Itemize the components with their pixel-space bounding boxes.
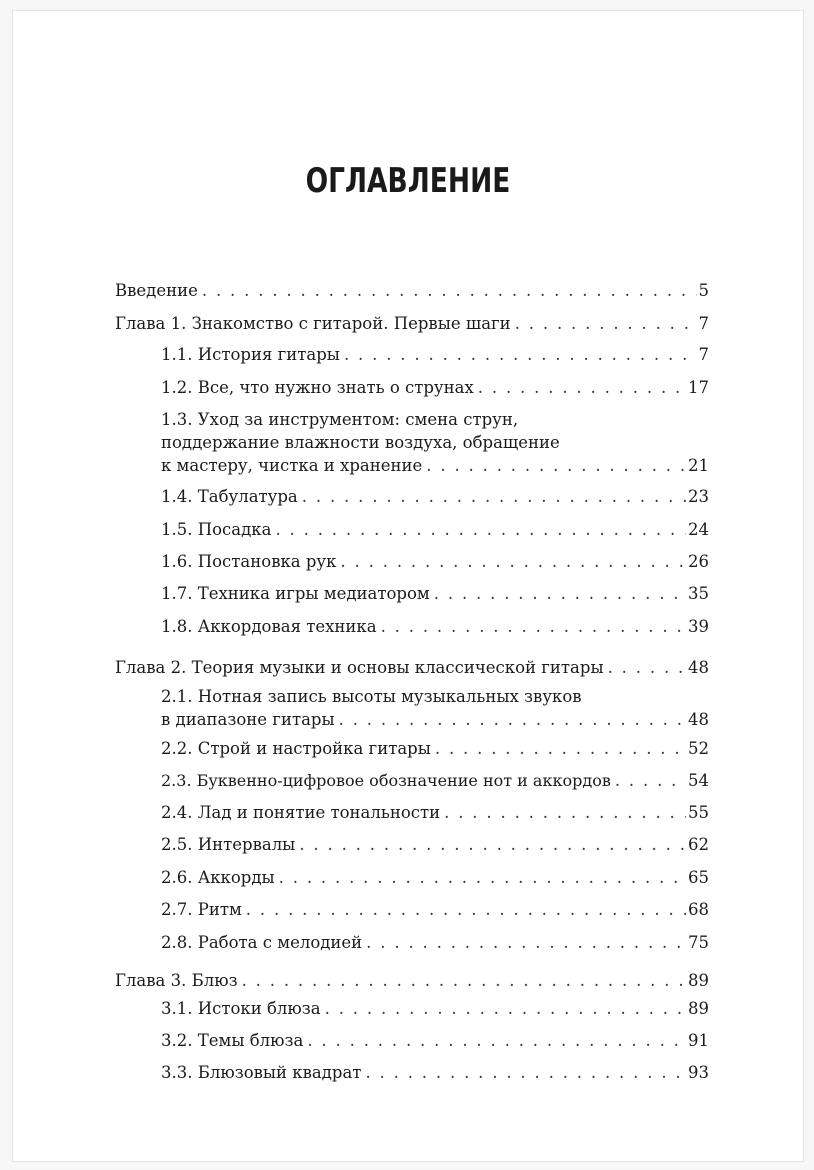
toc-entry-text-line-1: 1.3. Уход за инструментом: смена струн, — [161, 410, 519, 429]
toc-entry-intro — [115, 279, 709, 302]
toc-entry-text: 2.7. Ритм — [161, 900, 242, 919]
toc-page-number: 52 — [688, 739, 709, 758]
toc-entry-text: 3.2. Темы блюза — [161, 1031, 304, 1050]
toc-page-number: 35 — [688, 584, 709, 603]
toc-entry-1-7 — [161, 582, 709, 605]
toc-entry-text: 1.4. Табулатура — [161, 487, 298, 506]
toc-entry-text: 1.5. Посадка — [161, 520, 272, 539]
toc-entry-1-2 — [161, 376, 709, 399]
toc-page-number: 55 — [688, 803, 709, 822]
toc-entry-3-1 — [161, 997, 709, 1020]
toc-entry-1-6 — [161, 550, 709, 573]
toc-page-number: 54 — [688, 771, 709, 790]
toc-page-number: 91 — [688, 1031, 709, 1050]
toc-page-number: 39 — [688, 617, 709, 636]
toc-entry-text: Введение — [115, 281, 198, 300]
toc-page-number: 7 — [698, 345, 709, 364]
toc-entry-2-7 — [161, 898, 709, 921]
toc-entry-1-3 — [161, 408, 709, 477]
toc-page-number: 68 — [688, 900, 709, 919]
book-page — [12, 10, 804, 1162]
toc-entry-text: 2.3. Буквенно-цифровое обозначение нот и аккордов — [161, 771, 611, 790]
toc-entry-text: 1.6. Постановка рук — [161, 552, 337, 571]
toc-entry-2-3 — [161, 769, 709, 792]
toc-entry-text: 2.4. Лад и понятие тональности — [161, 803, 441, 822]
toc-entry-text-line-1: 2.1. Нотная запись высоты музыкальных звуков — [161, 687, 582, 706]
toc-entry-chapter-1 — [115, 312, 709, 335]
toc-entry-chapter-2 — [115, 656, 709, 679]
toc-entry-chapter-3 — [115, 969, 709, 992]
toc-page-number: 26 — [688, 552, 709, 571]
toc-page-number: 93 — [688, 1063, 709, 1082]
toc-page-number: 48 — [688, 710, 709, 729]
toc-page-number: 75 — [688, 933, 709, 952]
toc-entry-3-2 — [161, 1029, 709, 1052]
toc-entry-1-1 — [161, 343, 709, 366]
toc-entry-text: 1.8. Аккордовая техника — [161, 617, 377, 636]
toc-page-number: 65 — [688, 868, 709, 887]
page-title: ОГЛАВЛЕНИЕ — [305, 161, 511, 201]
toc-entry-text: Глава 1. Знакомство с гитарой. Первые шаги — [115, 314, 511, 333]
toc-page-number: 48 — [688, 658, 709, 677]
toc-entry-2-8 — [161, 931, 709, 954]
toc-entry-3-3 — [161, 1061, 709, 1084]
toc-page-number: 5 — [698, 281, 709, 300]
toc-entry-text: Глава 3. Блюз — [115, 971, 238, 990]
toc-entry-text: 1.7. Техника игры медиатором — [161, 584, 430, 603]
toc-entry-text: 3.3. Блюзовый квадрат — [161, 1063, 362, 1082]
toc-entry-2-2 — [161, 737, 709, 760]
toc-entry-1-4 — [161, 485, 709, 508]
toc-entry-text: в диапазоне гитары — [161, 710, 335, 729]
toc-entry-2-5 — [161, 833, 709, 856]
toc-entry-text: 1.1. История гитары — [161, 345, 340, 364]
toc-entry-text: к мастеру, чистка и хранение — [161, 456, 423, 475]
toc-page-number: 21 — [688, 456, 709, 475]
toc-entry-1-8 — [161, 615, 709, 638]
toc-page-number: 7 — [698, 314, 709, 333]
toc-entry-1-5 — [161, 518, 709, 541]
toc-entry-text: 2.5. Интервалы — [161, 835, 296, 854]
toc-entry-text: 2.2. Строй и настройка гитары — [161, 739, 431, 758]
toc-entry-2-4 — [161, 801, 709, 824]
toc-entry-text: Глава 2. Теория музыки и основы классической гитары — [115, 658, 604, 677]
toc-page-number: 89 — [688, 999, 709, 1018]
toc-entry-text-line-2: поддержание влажности воздуха, обращение — [161, 433, 560, 452]
toc-entry-2-1 — [161, 685, 709, 731]
toc-page-number: 17 — [688, 378, 709, 397]
toc-page-number: 89 — [688, 971, 709, 990]
toc-entry-text: 2.6. Аккорды — [161, 868, 275, 887]
toc-page-number: 24 — [688, 520, 709, 539]
toc-entry-text: 3.1. Истоки блюза — [161, 999, 321, 1018]
toc-page-number: 62 — [688, 835, 709, 854]
toc-entry-2-6 — [161, 866, 709, 889]
toc-entry-text: 2.8. Работа с мелодией — [161, 933, 363, 952]
toc-entry-text: 1.2. Все, что нужно знать о струнах — [161, 378, 474, 397]
toc-page-number: 23 — [688, 487, 709, 506]
